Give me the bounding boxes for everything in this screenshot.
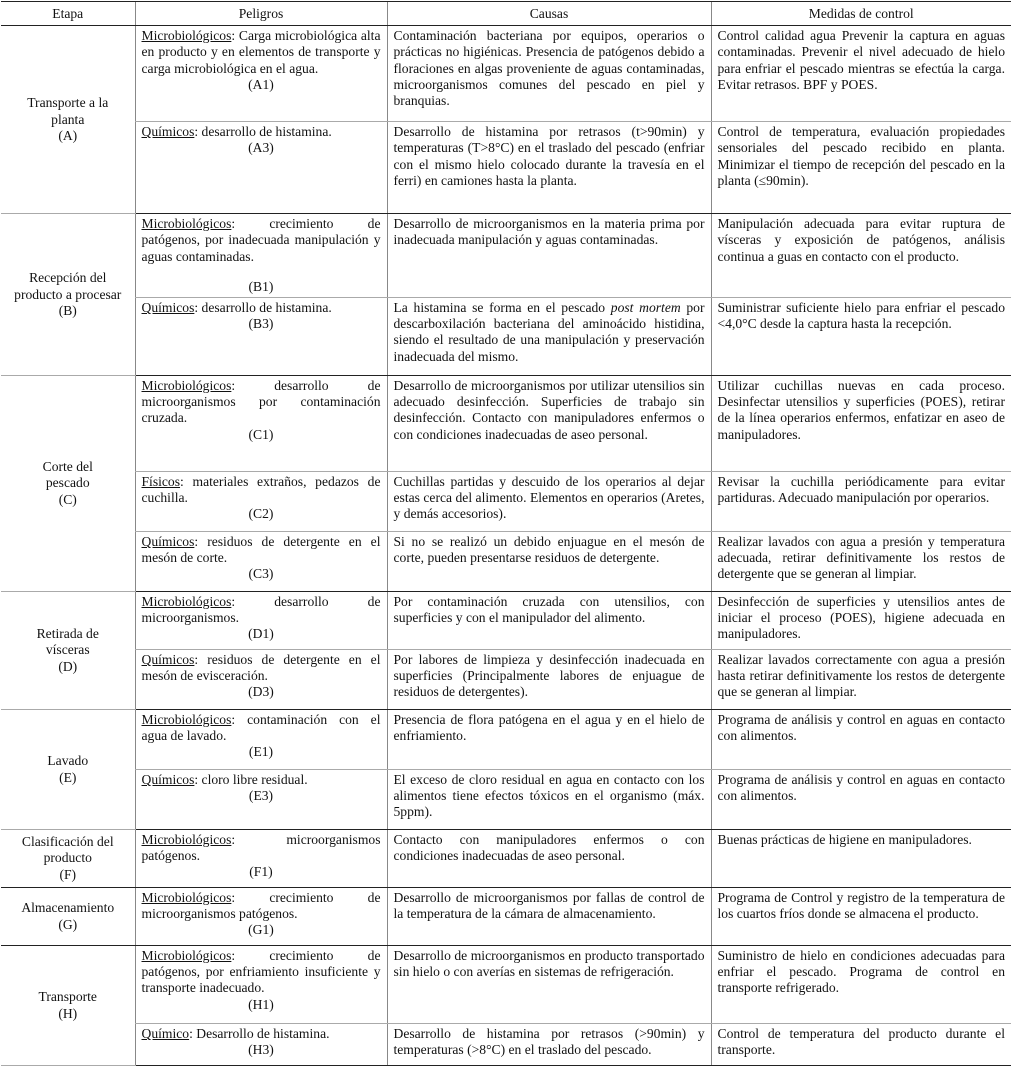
hazard-text: : Desarrollo de histamina. [189,1026,330,1042]
table-row [1,122,1011,214]
cause-cell: Presencia de flora patógena en el agua y en el hielo de enfriamiento. [387,710,711,770]
hazard-text: : Carga microbiológica alta en producto y en elementos de transporte y carga microbiológica en el agua. [141,28,381,76]
table-row [1,888,1011,946]
hazard-cell [135,830,387,888]
control-cell: Control de temperatura del producto durante el transporte. [711,1024,1011,1066]
header-peligros: Peligros [135,2,387,26]
hazard-code: (D3) [248,684,274,700]
hazard-code: (B1) [248,278,274,294]
hazard-text: : microorganismos patógenos. [141,832,381,864]
haccp-table [1,1,1011,1066]
table-row [1,214,1011,298]
hazard-cell [135,26,387,122]
stage-code: (A) [58,127,78,143]
table-row [1,1024,1011,1066]
control-cell: Suministrar suficiente hielo para enfriar el pescado <4,0°C desde la captura hasta la recepción. [711,298,1011,376]
table-row [1,376,1011,472]
hazard-text: : desarrollo de histamina. [194,300,332,316]
hazard-cell [135,376,387,472]
hazard-code: (E1) [248,744,274,760]
hazard-code: (C2) [248,506,274,522]
cause-cell [387,298,711,376]
control-cell: Revisar la cuchilla periódicamente para evitar partiduras. Adecuado manipulación por operarios. [711,472,1011,532]
hazard-cell [135,592,387,650]
stage-name: Transporte [38,989,97,1005]
hazard-category: Químico [141,1026,190,1042]
cause-text: por descarboxilación bacteriana del aminoácido histidina, siendo el resultado de una manipulación y preservación inadecuada del mismo. [393,300,705,364]
table-row [1,710,1011,770]
hazard-category: Microbiológicos [141,28,232,44]
control-cell: Utilizar cuchillas nuevas en cada proceso. Desinfectar utensilios y superficies (POES), retirar de la línea operarios enfermos, enfatizar en aseo de manipuladores. [711,376,1011,472]
header-causas: Causas [387,2,711,26]
table-row [1,650,1011,710]
cause-cell: Contaminación bacteriana por equipos, operarios o prácticas no higiénicas. Presencia de patógenos debido a floraciones en algas proveniente de aguas contaminadas, microorganismos comunes del pescado en piel y branquias. [387,26,711,122]
stage-code: (B) [58,302,77,318]
stage-code: (D) [58,658,78,674]
hazard-category: Químicos [141,652,195,668]
hazard-cell [135,1024,387,1066]
control-cell: Programa de Control y registro de la temperatura de los cuartos fríos donde se almacena el producto. [711,888,1011,946]
hazard-code: (E3) [248,788,274,804]
hazard-cell [135,472,387,532]
stage-cell [1,888,135,946]
hazard-text: : residuos de detergente en el mesón de corte. [141,534,381,566]
table-row [1,532,1011,592]
hazard-code: (F1) [249,864,273,880]
header-row [1,2,1011,26]
table-row [1,830,1011,888]
table-row [1,298,1011,376]
stage-code: (C) [58,491,77,507]
cause-cell: El exceso de cloro residual en agua en contacto con los alimentos tiene efectos tóxicos en el organismo (máx. 5ppm). [387,770,711,830]
control-cell: Suministro de hielo en condiciones adecuadas para enfriar el pescado. Programa de control en transporte refrigerado. [711,946,1011,1024]
hazard-category: Microbiológicos [141,712,232,728]
cause-cell: Cuchillas partidas y descuido de los operarios al dejar estas cerca del alimento. Elementos en operarios (Aretes, y demás accesorios). [387,472,711,532]
table-row [1,592,1011,650]
hazard-text: : residuos de detergente en el mesón de evisceración. [141,652,381,684]
cause-cell: Por labores de limpieza y desinfección inadecuada en superficies (Principalmente labores de enjuague de residuos de detergentes). [387,650,711,710]
stage-name: Almacenamiento [21,900,115,916]
hazard-category: Microbiológicos [141,594,232,610]
hazard-category: Microbiológicos [141,890,232,906]
control-cell: Realizar lavados con agua a presión y temperatura adecuada, retirar definitivamente los restos de detergente que se generan al limpiar. [711,532,1011,592]
hazard-text: : crecimiento de patógenos, por enfriamiento insuficiente y transporte inadecuado. [141,948,381,996]
stage-name: Recepción del producto a procesar [14,270,122,302]
hazard-text: : crecimiento de microorganismos patógenos. [141,890,381,922]
hazard-code: (C1) [248,426,274,442]
control-cell: Control de temperatura, evaluación propiedades sensoriales del pescado recibido en planta. Minimizar el tiempo de recepción del pescado en la planta (≤90min). [711,122,1011,214]
stage-name: Clasificación del producto [21,834,114,866]
cause-cell: Desarrollo de microorganismos por utilizar utensilios sin adecuado desinfección. Superficies de trabajo sin desinfección. Contacto con manipuladores enfermos o con condiciones inadecuadas de aseo personal. [387,376,711,472]
hazard-cell [135,122,387,214]
hazard-category: Químicos [141,534,195,550]
hazard-cell [135,710,387,770]
cause-cell: Por contaminación cruzada con utensilios, con superficies y con el manipulador del alimento. [387,592,711,650]
cause-cell: Desarrollo de histamina por retrasos (t>90min) y temperaturas (T>8°C) en el traslado del pescado (enfriar con el mismo hielo colocado durante la travesía en el ferri) en camiones hasta la planta. [387,122,711,214]
cause-cell: Desarrollo de histamina por retrasos (>90min) y temperaturas (>8°C) en el traslado del pescado. [387,1024,711,1066]
cause-cell: Si no se realizó un debido enjuague en el mesón de corte, pueden presentarse residuos de detergente. [387,532,711,592]
cause-cell: Contacto con manipuladores enfermos o con condiciones inadecuadas de aseo personal. [387,830,711,888]
hazard-text: : desarrollo de microorganismos por contaminación cruzada. [141,378,381,426]
hazard-category: Químicos [141,300,195,316]
control-cell: Buenas prácticas de higiene en manipuladores. [711,830,1011,888]
hazard-category: Microbiológicos [141,378,232,394]
cause-latin-term: post mortem [610,300,681,316]
hazard-category: Físicos [141,474,181,490]
cause-cell: Desarrollo de microorganismos en la materia prima por inadecuada manipulación y aguas contaminadas. [387,214,711,298]
stage-name: Lavado [47,753,89,769]
hazard-cell [135,650,387,710]
hazard-category: Químicos [141,772,195,788]
stage-cell [1,376,135,592]
stage-name: Corte del pescado [42,459,93,491]
hazard-text: : desarrollo de microorganismos. [141,594,381,626]
stage-cell [1,710,135,830]
control-cell: Programa de análisis y control en aguas en contacto con alimentos. [711,710,1011,770]
table-row [1,26,1011,122]
hazard-cell [135,888,387,946]
stage-code: (F) [59,866,77,882]
hazard-text: : crecimiento de patógenos, por inadecuada manipulación y aguas contaminadas. [141,216,381,264]
hazard-text: : cloro libre residual. [194,772,308,788]
cause-text: La histamina se forma en el pescado [393,300,611,316]
hazard-cell [135,946,387,1024]
hazard-code: (A3) [248,140,274,156]
hazard-category: Químicos [141,124,195,140]
hazard-code: (B3) [248,316,274,332]
control-cell: Control calidad agua Prevenir la captura en aguas contaminadas. Prevenir el nivel adecuado de hielo para enfriar el pescado mientras se efectúa la carga. Evitar retrasos. BPF y POES. [711,26,1011,122]
stage-cell [1,830,135,888]
hazard-cell [135,214,387,298]
table-row [1,770,1011,830]
hazard-code: (H1) [248,996,274,1012]
stage-cell [1,592,135,710]
stage-cell [1,214,135,376]
hazard-cell [135,298,387,376]
hazard-category: Microbiológicos [141,948,232,964]
hazard-code: (A1) [248,76,274,92]
hazard-code: (C3) [248,566,274,582]
stage-cell [1,26,135,214]
hazard-category: Microbiológicos [141,216,232,232]
stage-cell [1,946,135,1066]
control-cell: Manipulación adecuada para evitar ruptura de vísceras y exposición de patógenos, análisis continua a guas en contacto con el producto. [711,214,1011,298]
table-row [1,946,1011,1024]
cause-cell: Desarrollo de microorganismos en producto transportado sin hielo o con averías en sistemas de refrigeración. [387,946,711,1024]
hazard-code: (G1) [248,922,274,938]
hazard-category: Microbiológicos [141,832,232,848]
hazard-code: (D1) [248,626,274,642]
header-etapa: Etapa [1,2,135,26]
hazard-code: (H3) [248,1042,274,1058]
control-cell: Desinfección de superficies y utensilios antes de iniciar el proceso (POES), higiene adecuada en manipuladores. [711,592,1011,650]
stage-name: Retirada de vísceras [36,626,99,658]
hazard-text: : materiales extraños, pedazos de cuchilla. [141,474,381,506]
stage-code: (E) [59,769,77,785]
table-row [1,472,1011,532]
control-cell: Realizar lavados correctamente con agua a presión hasta retirar definitivamente los restos de detergente que se generan al limpiar. [711,650,1011,710]
cause-cell: Desarrollo de microorganismos por fallas de control de la temperatura de la cámara de almacenamiento. [387,888,711,946]
stage-name: Transporte a la planta [27,95,109,127]
stage-code: (H) [58,1005,78,1021]
hazard-cell [135,770,387,830]
header-medidas: Medidas de control [711,2,1011,26]
hazard-text: : contaminación con el agua de lavado. [141,712,381,744]
stage-code: (G) [58,916,78,932]
control-cell: Programa de análisis y control en aguas en contacto con alimentos. [711,770,1011,830]
hazard-cell [135,532,387,592]
hazard-text: : desarrollo de histamina. [194,124,332,140]
